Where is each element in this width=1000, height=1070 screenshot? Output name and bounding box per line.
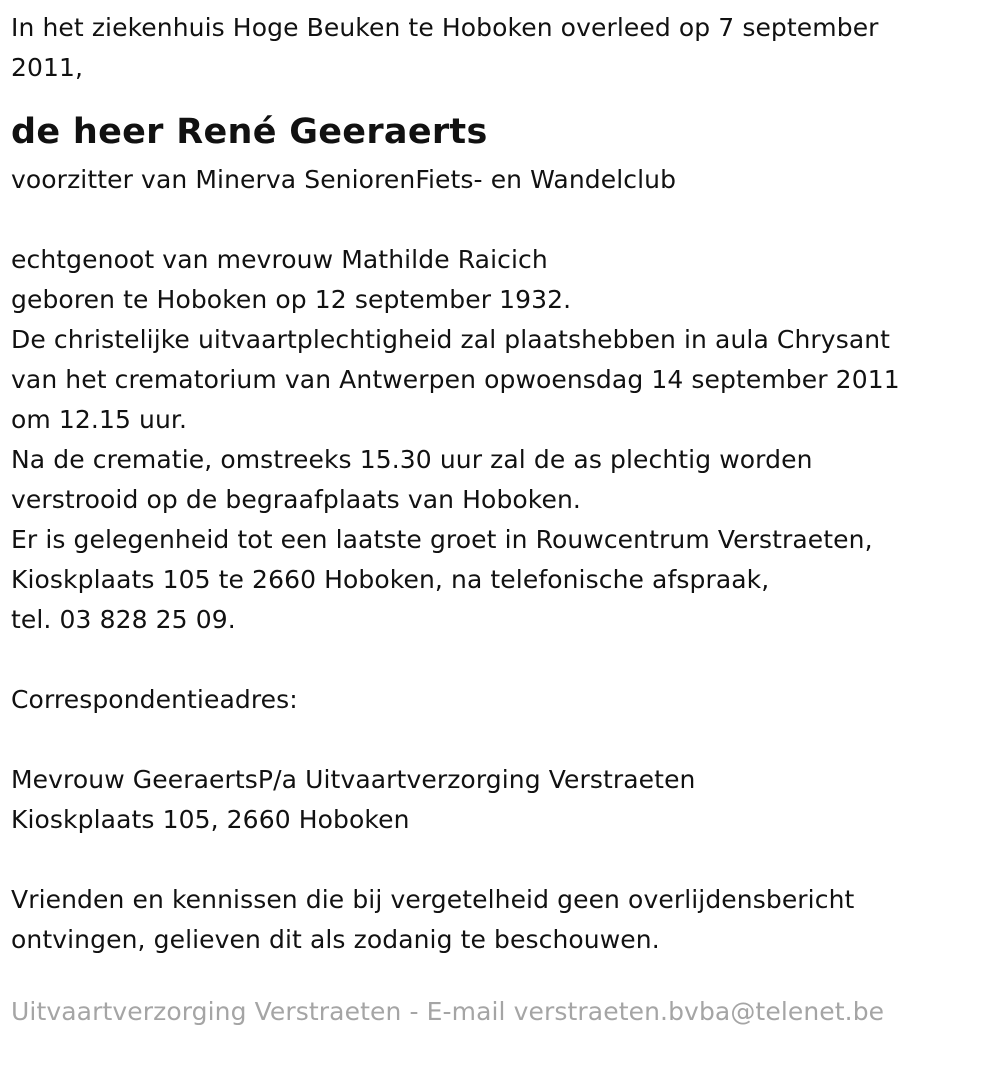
details-line: De christelijke uitvaartplechtigheid zal plaatshebben in aula Chrysant	[11, 325, 891, 354]
details-line: Er is gelegenheid tot een laatste groet in Rouwcentrum Verstraeten,	[11, 525, 873, 554]
details-line: echtgenoot van mevrouw Mathilde Raicich	[11, 245, 548, 274]
intro-line-1: In het ziekenhuis Hoge Beuken te Hoboken overleed op 7 september	[11, 13, 879, 42]
address-line-1: Mevrouw GeeraertsP/a Uitvaartverzorging Verstraeten	[11, 765, 696, 794]
details-line: om 12.15 uur.	[11, 405, 188, 434]
spacer	[11, 720, 1000, 760]
closing-line-2: ontvingen, gelieven dit als zodanig te beschouwen.	[11, 925, 660, 954]
spacer	[11, 840, 1000, 880]
address-line-2: Kioskplaats 105, 2660 Hoboken	[11, 805, 410, 834]
deceased-role: voorzitter van Minerva SeniorenFiets- en Wandelclub	[11, 165, 677, 194]
correspondence-label: Correspondentieadres:	[11, 685, 298, 714]
deceased-name: de heer René Geeraerts	[11, 112, 488, 152]
details-line: tel. 03 828 25 09.	[11, 605, 236, 634]
spacer	[11, 640, 1000, 680]
details-line: Na de crematie, omstreeks 15.30 uur zal de as plechtig worden	[11, 445, 813, 474]
intro-line-2: 2011,	[11, 53, 84, 82]
closing-line-1: Vrienden en kennissen die bij vergetelheid geen overlijdensbericht	[11, 885, 855, 914]
details-line: geboren te Hoboken op 12 september 1932.	[11, 285, 572, 314]
details-line: Kioskplaats 105 te 2660 Hoboken, na telefonische afspraak,	[11, 565, 770, 594]
details-line: verstrooid op de begraafplaats van Hoboken.	[11, 485, 581, 514]
spacer	[11, 200, 1000, 240]
details-line: van het crematorium van Antwerpen opwoensdag 14 september 2011	[11, 365, 900, 394]
footer-contact: Uitvaartverzorging Verstraeten - E-mail verstraeten.bvba@telenet.be	[11, 997, 885, 1026]
